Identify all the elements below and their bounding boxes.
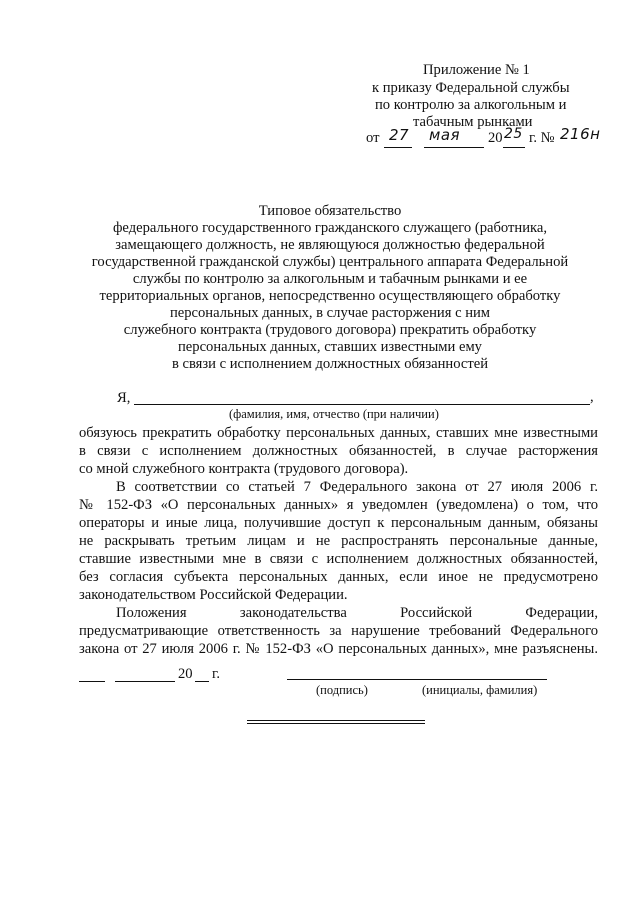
para1-line-1: обязуюсь прекратить обработку персональных данных, ставших мне известными [79,425,598,441]
order-number: 216н [560,125,601,143]
appendix-line-1: к приказу Федеральной службы [372,80,570,96]
order-date-day: 27 [389,126,410,144]
name-initials-caption: (инициалы, фамилия) [422,683,538,697]
heading-line-9: персональных данных, ставших известными ему [178,339,482,355]
para2-line-2: № 152-ФЗ «О персональных данных» я уведомлен (уведомлена) о том, что [79,497,598,513]
para2-line-1: В соответствии со статьей 7 Федерального закона от 27 июля 2006 г. [116,479,598,495]
appendix-line-2: по контролю за алкогольным и [375,97,567,113]
para2-line-3: операторы и иные лица, получившие доступ к персональным данным, обязаны [79,515,598,531]
name-field-caption: (фамилия, имя, отчество (при наличии) [229,407,439,421]
closing-separator [247,720,425,724]
para3-line-2: предусматривающие ответственность за нарушение требований Федерального [79,623,598,639]
name-field-prefix: Я, [117,390,131,406]
heading-line-4: государственной гражданской службы) центрального аппарата Федеральной [91,254,569,270]
signature-line[interactable] [287,679,547,680]
heading-line-6: территориальных органов, непосредственно осуществляющего обработку [99,288,561,304]
appendix-title: Приложение № 1 [423,62,530,78]
signature-date-day-line[interactable] [79,681,105,682]
heading-line-3: замещающего должность, не являющуюся должностью федеральной [115,237,545,253]
heading-line-2: федерального государственного гражданского служащего (работника, [112,220,548,236]
order-number-label: г. № [529,130,555,146]
para1-line-2: в связи с исполнением должностных обязанностей, в случае расторжения [79,443,598,459]
para2-line-5: ставшие известными мне в связи с исполнением должностных обязанностей, [79,551,598,567]
signature-date-suffix: г. [212,666,220,682]
order-date-month-line [424,147,484,148]
signature-caption: (подпись) [316,683,368,697]
para2-line-6: без согласия субъекта персональных данных, если иное не предусмотрено [79,569,598,585]
signature-date-year: 20 [178,666,193,682]
signature-date-month-line[interactable] [115,681,175,682]
heading-line-10: в связи с исполнением должностных обязанностей [171,356,489,372]
signature-date-year-line[interactable] [195,681,209,682]
heading-line-5: службы по контролю за алкогольным и табачным рынками и ее [132,271,528,287]
appendix-line-3: табачным рынками [413,114,533,130]
order-date-year-prefix: 20 [488,130,503,146]
heading-line-1: Типовое обязательство [258,203,402,219]
para3-line-3: закона от 27 июля 2006 г. № 152-ФЗ «О персональных данных», мне разъяснены. [79,641,598,657]
order-date-prefix: от [366,130,380,146]
name-field-line[interactable] [134,404,590,405]
order-date-day-line [384,147,412,148]
name-field-suffix: , [590,389,594,405]
order-date-year-line [503,147,525,148]
para2-line-7: законодательством Российской Федерации. [79,587,348,603]
para1-line-3: со мной служебного контракта (трудового договора). [79,461,409,477]
order-date-month: мая [429,126,461,144]
heading-line-8: служебного контракта (трудового договора) прекратить обработку [123,322,537,338]
heading-line-7: персональных данных, в случае расторжения с ним [169,305,491,321]
para3-line-1: Положения законодательства Российской Федерации, [116,605,598,621]
order-date-year: 25 [504,126,523,142]
para2-line-4: не раскрывать третьим лицам и не распространять персональные данные, [79,533,598,549]
